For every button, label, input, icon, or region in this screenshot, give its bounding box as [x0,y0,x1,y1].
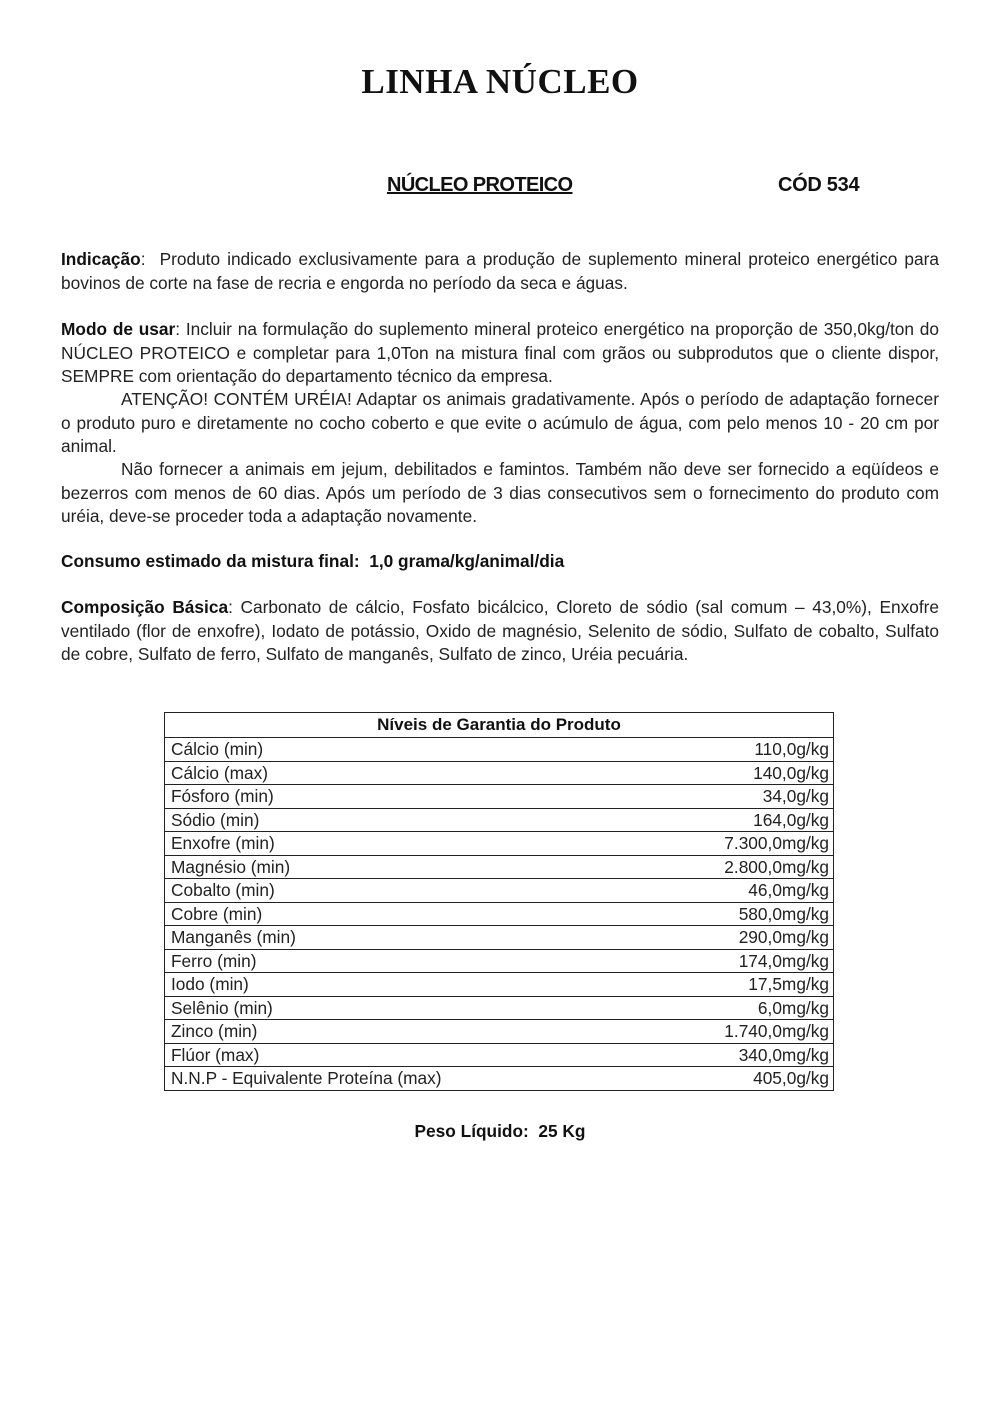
nutrient-value: 34,0g/kg [639,785,834,809]
modo-de-usar-paragraph: Modo de usar: Incluir na formulação do suplemento mineral proteico energético na proporção de 350,0kg/ton do NÚCLEO PROTEICO e completar para 1,0Ton na mistura final com grãos ou subprodutos que o cliente dispor, SEMPRE com orientação do departamento técnico da empresa. [61,319,940,386]
product-code: CÓD 534 [778,174,860,196]
nutrient-value: 1.740,0mg/kg [639,1020,834,1044]
table-row [165,973,834,997]
product-name: NÚCLEO PROTEICO [387,174,573,196]
garantia-table [164,712,834,1091]
nutrient-label: Cobre (min) [165,902,639,926]
nutrient-value: 110,0g/kg [639,738,834,762]
table-row [165,855,834,879]
consumo-paragraph [61,550,939,574]
nutrient-value: 140,0g/kg [639,761,834,785]
nutrient-value: 7.300,0mg/kg [639,832,834,856]
nutrient-label: Zinco (min) [165,1020,639,1044]
nutrient-value: 174,0mg/kg [639,949,834,973]
atencao-paragraph: ATENÇÃO! CONTÉM URÉIA! Adaptar os animais gradativamente. Após o período de adaptação fornecer o produto puro e diretamente no cocho coberto e que evite o acúmulo de água, com pelo menos 10 - 20 cm por animal. [61,389,939,456]
nutrient-value: 290,0mg/kg [639,926,834,950]
nutrient-label: Magnésio (min) [165,855,639,879]
nutrient-label: Cobalto (min) [165,879,639,903]
table-row [165,902,834,926]
nutrient-label: Selênio (min) [165,996,639,1020]
nutrient-label: Fósforo (min) [165,785,639,809]
nutrient-value: 340,0mg/kg [639,1043,834,1067]
nutrient-value: 6,0mg/kg [639,996,834,1020]
nutrient-value: 405,0g/kg [639,1067,834,1091]
document-title: LINHA NÚCLEO [361,62,639,101]
garantia-header-row [165,713,834,738]
table-row [165,926,834,950]
table-row [165,1020,834,1044]
table-row [165,1067,834,1091]
indicacao-label: Indicação [61,249,141,269]
indicacao-text: Produto indicado exclusivamente para a produção de suplemento mineral proteico energético para bovinos de corte na fase de recria e engorda no período da seca e águas. [61,249,940,293]
nutrient-label: Cálcio (max) [165,761,639,785]
peso-liquido [0,1121,1000,1142]
nutrient-label: Manganês (min) [165,926,639,950]
nao-fornecer-paragraph: Não fornecer a animais em jejum, debilitados e famintos. Também não deve ser fornecido a eqüídeos e bezerros com menos de 60 dias. Após um período de 3 dias consecutivos sem o fornecimento do produto com uréia, deve-se proceder toda a adaptação novamente. [61,459,939,526]
nutrient-label: Cálcio (min) [165,738,639,762]
nutrient-label: Enxofre (min) [165,832,639,856]
nutrient-label: Iodo (min) [165,973,639,997]
table-row [165,949,834,973]
modo-de-usar-text: Incluir na formulação do suplemento mineral proteico energético na proporção de 350,0kg/ton do NÚCLEO PROTEICO e completar para 1,0Ton na mistura final com grãos ou subprodutos que o cliente dispor, SEMPRE com orientação do departamento técnico da empresa. [61,319,940,386]
nutrient-label: Flúor (max) [165,1043,639,1067]
table-row [165,832,834,856]
table-row [165,879,834,903]
composicao-text: Carbonato de cálcio, Fosfato bicálcico, Cloreto de sódio (sal comum – 43,0%), Enxofre ventilado (flor de enxofre), Iodato de potássio, Oxido de magnésio, Selenito de sódio, Sulfato de cobalto, Sulfato de cobre, Sulfato de ferro, Sulfato de manganês, Sulfato de zinco, Uréia pecuária. [61,597,939,664]
modo-de-usar-label: Modo de usar [61,319,176,339]
nutrient-value: 17,5mg/kg [639,973,834,997]
consumo-value: 1,0 grama/kg/animal/dia [369,551,565,571]
composicao-paragraph: Composição Básica: Carbonato de cálcio, Fosfato bicálcico, Cloreto de sódio (sal comum – 43,0%), Enxofre ventilado (flor de enxofre), Iodato de potássio, Oxido de magnésio, Selenito de sódio, Sulfato de cobalto, Sulfato de cobre, Sulfato de ferro, Sulfato de manganês, Sulfato de zinco, Uréia pecuária. [61,597,939,664]
nutrient-label: Ferro (min) [165,949,639,973]
nutrient-value: 580,0mg/kg [639,902,834,926]
composicao-label: Composição Básica [61,597,229,617]
nutrient-value: 2.800,0mg/kg [639,855,834,879]
garantia-table-body [165,738,834,1091]
garantia-title: Níveis de Garantia do Produto [165,713,834,738]
peso-label: Peso Líquido: [414,1121,529,1141]
peso-value: 25 Kg [538,1121,586,1141]
table-row [165,996,834,1020]
nutrient-label: N.N.P - Equivalente Proteína (max) [165,1067,639,1091]
nutrient-value: 164,0g/kg [639,808,834,832]
table-row [165,761,834,785]
consumo-label: Consumo estimado da mistura final: [61,551,360,571]
nutrient-value: 46,0mg/kg [639,879,834,903]
table-row [165,808,834,832]
table-row [165,738,834,762]
table-row [165,785,834,809]
indicacao-paragraph: Indicação: Produto indicado exclusivamente para a produção de suplemento mineral proteico energético para bovinos de corte na fase de recria e engorda no período da seca e águas. [61,249,940,293]
table-row [165,1043,834,1067]
nutrient-label: Sódio (min) [165,808,639,832]
